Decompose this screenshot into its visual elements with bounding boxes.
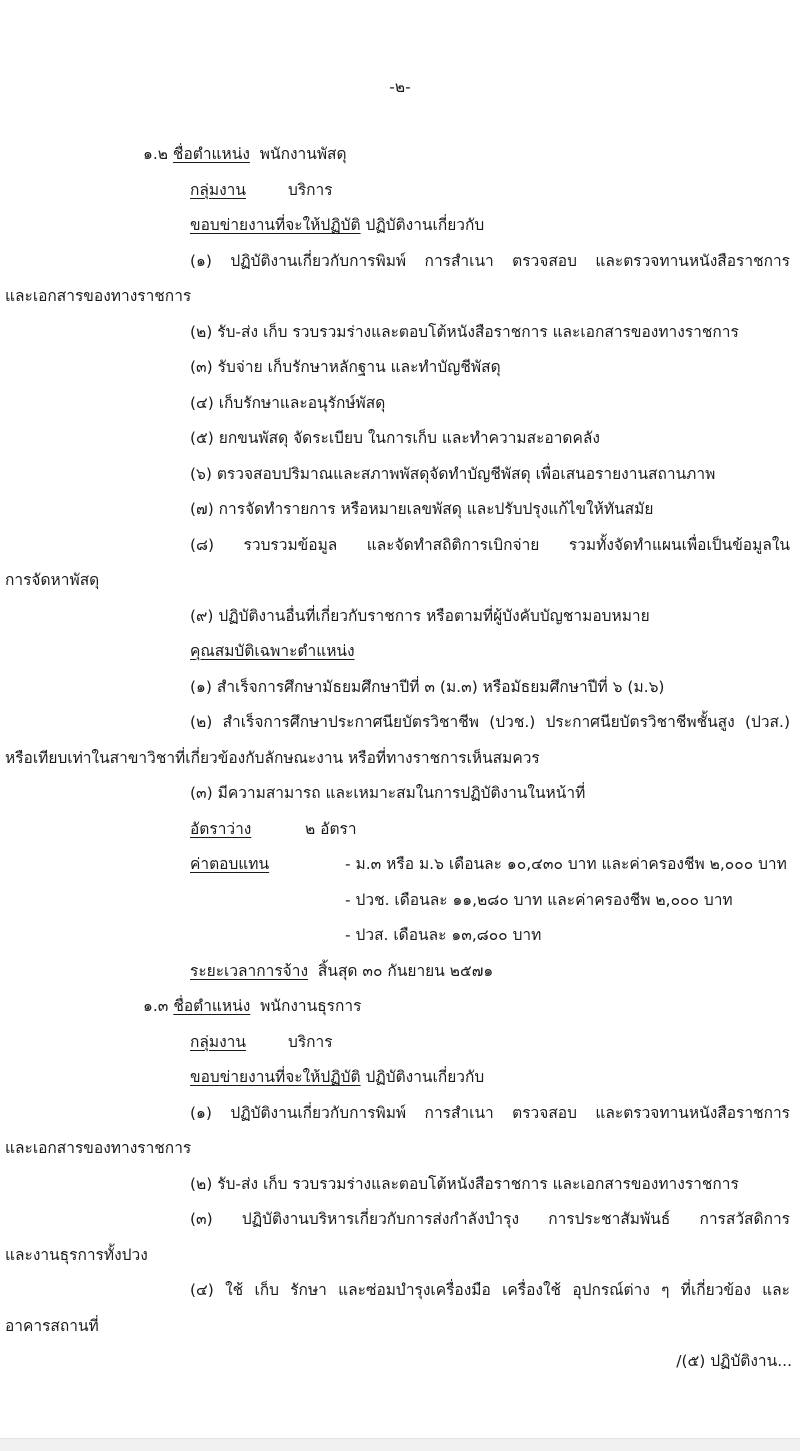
- field-value: ปฏิบัติงานเกี่ยวกับ: [365, 216, 485, 234]
- duty-item: (๒) รับ-ส่ง เก็บ รวบรวมร่างและตอบโต้หนังสือราชการ และเอกสารของทางราชการ: [190, 1174, 739, 1193]
- qualification-item: (๓) มีความสามารถ และเหมาะสมในการปฏิบัติงานในหน้าที่: [190, 784, 586, 802]
- page-number: -๒-: [389, 78, 411, 96]
- duty-continuation: การจัดหาพัสดุ: [5, 571, 100, 589]
- duty-item: (๔) เก็บรักษาและอนุรักษ์พัสดุ: [190, 393, 386, 412]
- field-label: อัตราว่าง: [190, 819, 252, 838]
- duty-item: (๙) ปฏิบัติงานอื่นที่เกี่ยวกับราชการ หรือตามที่ผู้บังคับบัญชามอบหมาย: [190, 606, 650, 625]
- page-bottom-edge: [0, 1438, 800, 1451]
- field-label: ค่าตอบแทน: [190, 855, 270, 873]
- field-value: ๒ อัตรา: [305, 819, 357, 838]
- duty-continuation: อาคารสถานที่: [5, 1316, 99, 1335]
- duty-continuation: และงานธุรการทั้งปวง: [5, 1245, 148, 1264]
- duty-item: (๓) ปฏิบัติงานบริหารเกี่ยวกับการส่งกำลังบำรุง การประชาสัมพันธ์ การสวัสดิการ: [190, 1210, 790, 1228]
- group-line: [0, 173, 800, 209]
- duty-item: (๔) ใช้ เก็บ รักษา และซ่อมบำรุงเครื่องมือ เครื่องใช้ อุปกรณ์ต่าง ๆ ที่เกี่ยวข้อง และ: [190, 1281, 790, 1299]
- field-label: คุณสมบัติเฉพาะตำแหน่ง: [190, 642, 355, 660]
- field-value: บริการ: [288, 180, 333, 199]
- vacancy-line: [0, 812, 800, 848]
- field-label: ชื่อตำแหน่ง: [172, 145, 250, 163]
- pay-item: - ปวส. เดือนละ ๑๓,๘๐๐ บาท: [345, 926, 542, 944]
- field-label: ขอบข่ายงานที่จะให้ปฏิบัติ: [190, 216, 361, 234]
- section-heading: [0, 989, 800, 1025]
- group-line: [0, 1025, 800, 1061]
- duty-item: (๓) รับจ่าย เก็บรักษาหลักฐาน และทำบัญชีพัสดุ: [190, 358, 501, 376]
- duty-item: (๕) ยกขนพัสดุ จัดระเบียบ ในการเก็บ และทำความสะอาดคลัง: [190, 429, 600, 447]
- field-label: ขอบข่ายงานที่จะให้ปฏิบัติ: [190, 1068, 361, 1086]
- pay-item: - ปวช. เดือนละ ๑๑,๒๘๐ บาท และค่าครองชีพ ๒,๐๐๐ บาท: [345, 890, 733, 909]
- duty-item: (๘) รวบรวมข้อมูล และจัดทำสถิติการเบิกจ่าย รวมทั้งจัดทำแผนเพื่อเป็นข้อมูลใน: [190, 535, 790, 554]
- duty-item: (๑) ปฏิบัติงานเกี่ยวกับการพิมพ์ การสำเนา ตรวจสอบ และตรวจทานหนังสือราชการ: [190, 1103, 790, 1122]
- pay-line: [0, 883, 800, 919]
- scope-line: [0, 208, 800, 244]
- section-number: ๑.๓: [143, 997, 169, 1015]
- duty-item: (๒) รับ-ส่ง เก็บ รวบรวมร่างและตอบโต้หนังสือราชการ และเอกสารของทางราชการ: [190, 322, 739, 341]
- pay-line: [0, 847, 800, 883]
- pay-item: - ม.๓ หรือ ม.๖ เดือนละ ๑๐,๔๓๐ บาท และค่าครองชีพ ๒,๐๐๐ บาท: [345, 855, 787, 873]
- period-line: [0, 954, 800, 990]
- scope-line: [0, 1060, 800, 1096]
- pay-line: [0, 918, 800, 954]
- field-label: กลุ่มงาน: [190, 1032, 246, 1051]
- qualification-item: (๑) สำเร็จการศึกษามัธยมศึกษาปีที่ ๓ (ม.๓) หรือมัธยมศึกษาปีที่ ๖ (ม.๖): [190, 677, 665, 696]
- document-body: [0, 137, 800, 1380]
- qualification-heading: [0, 634, 800, 670]
- field-value: สิ้นสุด ๓๐ กันยายน ๒๕๗๑: [317, 961, 494, 980]
- field-value: บริการ: [288, 1032, 333, 1051]
- qualification-item: (๒) สำเร็จการศึกษาประกาศนียบัตรวิชาชีพ (ปวช.) ประกาศนียบัตรวิชาชีพชั้นสูง (ปวส.): [190, 713, 790, 731]
- duty-continuation: และเอกสารของทางราชการ: [5, 287, 192, 305]
- field-value: ปฏิบัติงานเกี่ยวกับ: [365, 1068, 485, 1086]
- section-number: ๑.๒: [143, 145, 168, 163]
- field-label: กลุ่มงาน: [190, 180, 246, 199]
- qualification-continuation: หรือเทียบเท่าในสาขาวิชาที่เกี่ยวข้องกับลักษณะงาน หรือที่ทางราชการเห็นสมควร: [5, 748, 540, 767]
- position-title: พนักงานพัสดุ: [259, 145, 347, 163]
- field-label: ชื่อตำแหน่ง: [173, 997, 251, 1015]
- duty-item: (๗) การจัดทำรายการ หรือหมายเลขพัสดุ และปรับปรุงแก้ไขให้ทันสมัย: [190, 500, 654, 518]
- duty-item: (๖) ตรวจสอบปริมาณและสภาพพัสดุจัดทำบัญชีพัสดุ เพื่อเสนอรายงานสถานภาพ: [190, 464, 716, 483]
- continuation-marker: /(๕) ปฏิบัติงาน...: [676, 1352, 792, 1370]
- field-label: ระยะเวลาการจ้าง: [190, 961, 309, 980]
- position-title: พนักงานธุรการ: [260, 997, 362, 1015]
- duty-continuation: และเอกสารของทางราชการ: [5, 1139, 192, 1157]
- duty-item: (๑) ปฏิบัติงานเกี่ยวกับการพิมพ์ การสำเนา ตรวจสอบ และตรวจทานหนังสือราชการ: [190, 251, 790, 270]
- section-heading: [0, 137, 800, 173]
